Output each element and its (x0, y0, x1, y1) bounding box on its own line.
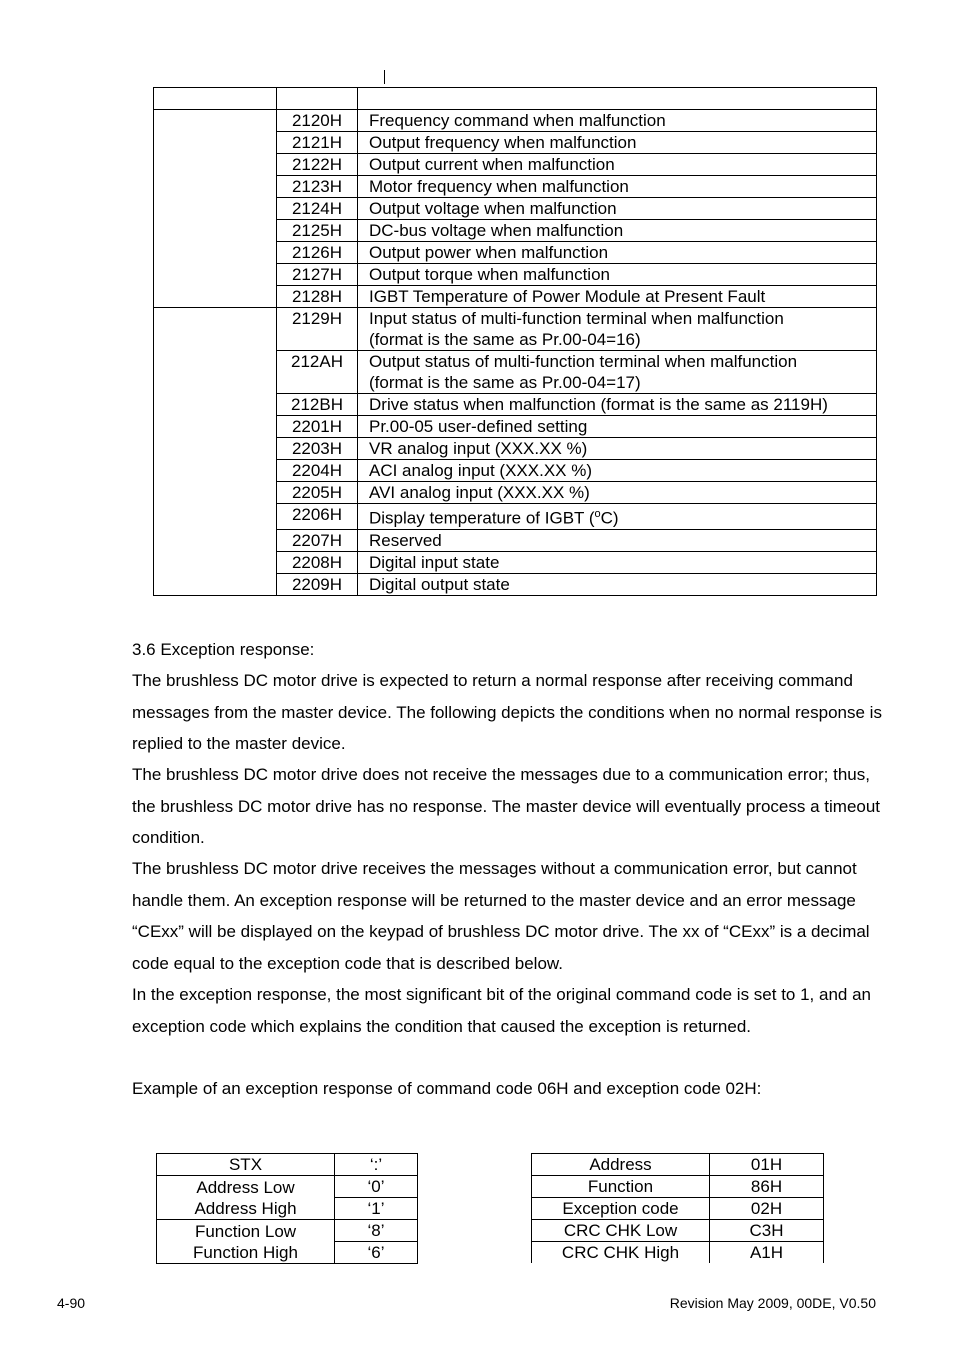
table-row (532, 1154, 824, 1176)
description-cell: Reserved (358, 529, 877, 551)
description-cell (358, 351, 877, 394)
header-cell-description (358, 88, 877, 110)
description-line-1: Input status of multi-function terminal when malfunction (369, 309, 784, 328)
field-label: CRC CHK High (532, 1242, 710, 1264)
table-row (157, 1154, 418, 1176)
address-cell: 2209H (277, 573, 358, 595)
address-cell: 2124H (277, 198, 358, 220)
description-cell: DC-bus voltage when malfunction (358, 220, 877, 242)
register-table (153, 87, 877, 596)
description-tail: C) (600, 508, 619, 528)
description-cell (358, 504, 877, 530)
group-cell-2 (154, 308, 277, 596)
field-label: Address (532, 1154, 710, 1176)
paragraph-exception-returned: The brushless DC motor drive receives the messages without a communication error, but cannot handle them. An exception response will be returned to the master device and an error message “CExx” will be displayed on the keypad of brushless DC motor drive. The xx of “CExx” is a decimal code equal to the exception code that is described below. (132, 859, 870, 973)
description-cell: ACI analog input (XXX.XX %) (358, 460, 877, 482)
address-cell: 2203H (277, 438, 358, 460)
address-cell: 2206H (277, 504, 358, 530)
header-cell-group (154, 88, 277, 110)
address-low-label: Address Low (196, 1177, 295, 1197)
field-label (157, 1220, 335, 1264)
description-cell: Output torque when malfunction (358, 264, 877, 286)
description-cell: IGBT Temperature of Power Module at Present Fault (358, 286, 877, 308)
table-row (532, 1198, 824, 1220)
table-row (154, 308, 877, 351)
description-cell: Digital output state (358, 573, 877, 595)
address-cell: 2125H (277, 220, 358, 242)
table-row (532, 1220, 824, 1242)
description-cell: VR analog input (XXX.XX %) (358, 438, 877, 460)
description-line-2: (format is the same as Pr.00-04=16) (369, 330, 641, 349)
field-label (157, 1176, 335, 1220)
field-value: 86H (710, 1176, 824, 1198)
description-cell: Output voltage when malfunction (358, 198, 877, 220)
address-cell: 2208H (277, 551, 358, 573)
description-cell: Drive status when malfunction (format is the same as 2119H) (358, 394, 877, 416)
section-title: 3.6 Exception response: (132, 640, 315, 659)
description-cell: Pr.00-05 user-defined setting (358, 416, 877, 438)
address-low-value: ‘0’ (335, 1176, 417, 1198)
description-line-1: Output status of multi-function terminal when malfunction (369, 352, 798, 371)
group-cell-1 (154, 110, 277, 308)
degree-superscript: o (594, 508, 601, 520)
paragraph-normal-response: The brushless DC motor drive is expected to return a normal response after receiving command messages from the master device. The following depicts the conditions when no normal response is replied to the master device. (132, 671, 882, 753)
function-high-value: ‘6’ (367, 1243, 385, 1262)
function-low-value: ‘8’ (335, 1220, 417, 1242)
header-cell-address (277, 88, 358, 110)
field-value: A1H (710, 1242, 824, 1264)
field-value (335, 1176, 418, 1220)
field-label: STX (157, 1154, 335, 1176)
description-cell: Digital input state (358, 551, 877, 573)
address-cell: 212BH (277, 394, 358, 416)
revision-note: Revision May 2009, 00DE, V0.50 (669, 1295, 876, 1311)
page-number: 4-90 (57, 1295, 86, 1311)
description-cell: Motor frequency when malfunction (358, 176, 877, 198)
field-label: Function (532, 1176, 710, 1198)
description-cell: Output frequency when malfunction (358, 132, 877, 154)
address-cell: 2128H (277, 286, 358, 308)
table-row (157, 1176, 418, 1220)
table-row (532, 1176, 824, 1198)
field-value (335, 1220, 418, 1264)
rtu-mode-table (531, 1153, 824, 1263)
field-value: C3H (710, 1220, 824, 1242)
register-table-header (154, 88, 877, 110)
ascii-mode-table (156, 1153, 418, 1264)
table-row (157, 1220, 418, 1264)
paragraph-example-intro: Example of an exception response of command code 06H and exception code 02H: (132, 1079, 762, 1098)
description-cell: AVI analog input (XXX.XX %) (358, 482, 877, 504)
address-cell: 2207H (277, 529, 358, 551)
field-label: CRC CHK Low (532, 1220, 710, 1242)
address-cell: 2127H (277, 264, 358, 286)
table-row (154, 110, 877, 132)
description-line-2: (format is the same as Pr.00-04=17) (369, 373, 641, 392)
paragraph-communication-error: The brushless DC motor drive does not receive the messages due to a communication error; thus, the brushless DC motor drive has no response. The master device will eventually process a timeout condition. (132, 765, 881, 847)
description-cell (358, 308, 877, 351)
address-cell: 2121H (277, 132, 358, 154)
field-value: 02H (710, 1198, 824, 1220)
address-cell: 2120H (277, 110, 358, 132)
address-cell: 2129H (277, 308, 358, 351)
function-high-label: Function High (193, 1242, 298, 1262)
field-value: 01H (710, 1154, 824, 1176)
address-cell: 2201H (277, 416, 358, 438)
address-cell: 2204H (277, 460, 358, 482)
address-cell: 2205H (277, 482, 358, 504)
field-value: ‘:’ (335, 1154, 418, 1176)
function-low-label: Function Low (194, 1221, 297, 1241)
address-cell: 2122H (277, 154, 358, 176)
address-cell: 2123H (277, 176, 358, 198)
address-high-label: Address High (194, 1198, 297, 1218)
description-cell: Output current when malfunction (358, 154, 877, 176)
address-cell: 2126H (277, 242, 358, 264)
address-cell: 212AH (277, 351, 358, 394)
field-label: Exception code (532, 1198, 710, 1220)
address-high-value: ‘1’ (367, 1199, 385, 1218)
description-cell: Output power when malfunction (358, 242, 877, 264)
table-row (532, 1242, 824, 1264)
text-cursor-mark (384, 70, 385, 84)
description-cell: Frequency command when malfunction (358, 110, 877, 132)
description-text: Display temperature of IGBT ( (369, 508, 595, 528)
paragraph-msb-set: In the exception response, the most significant bit of the original command code is set to 1, and an exception code which explains the condition that caused the exception is returned. (132, 985, 871, 1036)
